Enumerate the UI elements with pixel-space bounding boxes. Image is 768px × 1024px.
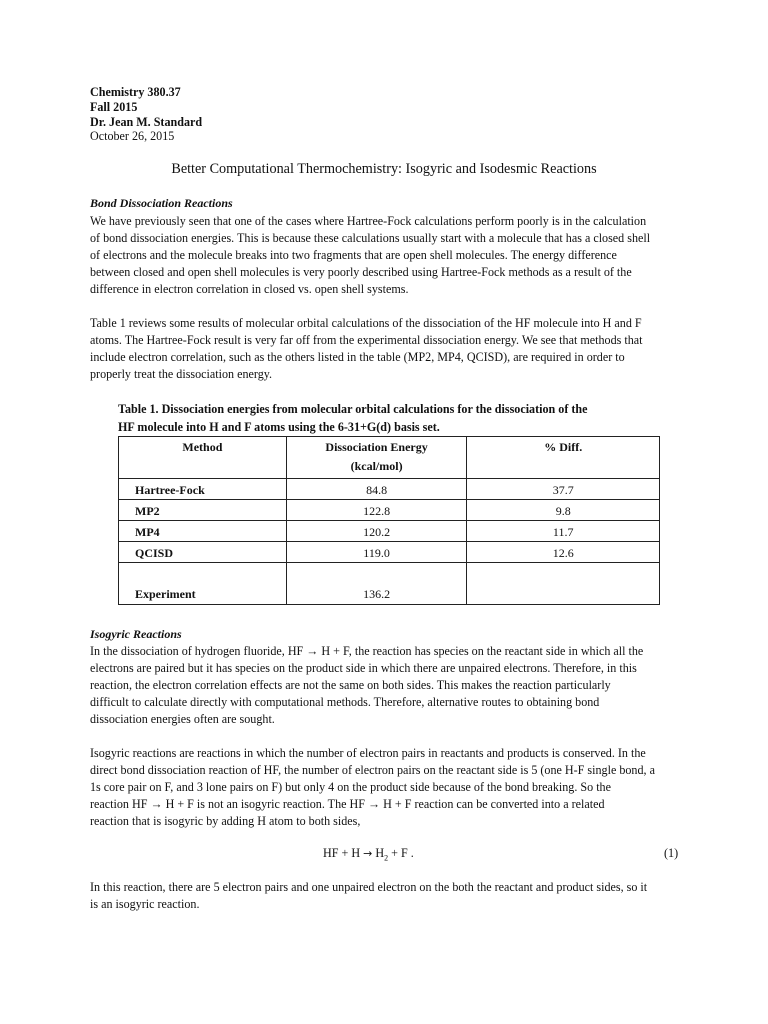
table-caption — [118, 401, 588, 436]
equation-number: (1) — [664, 846, 679, 860]
cell-energy: 122.8 — [286, 500, 467, 521]
cell-energy: 119.0 — [286, 542, 467, 563]
text-line: reaction, the electron correlation effects are not the same on both sides. This makes the reaction particularly — [90, 678, 611, 692]
text-line: electrons are paired but it has species on the product side in which there are unpaired electrons. Therefore, in this — [90, 661, 637, 675]
text-line: is an isogyric reaction. — [90, 897, 200, 911]
header-diff: % Diff. — [467, 437, 660, 479]
text-line: properly treat the dissociation energy. — [90, 367, 273, 381]
cell-energy: 136.2 — [286, 563, 467, 605]
course-name: Chemistry 380.37 — [90, 85, 181, 99]
text-line: of bond dissociation energies. This is because these calculations usually start with a molecule that has a closed shell — [90, 231, 651, 245]
text-line: between closed and open shell molecules is very poorly described using Hartree-Fock methods as a result of the — [90, 265, 632, 279]
text-line: reaction HF → H + F is not an isogyric reaction. The HF → H + F reaction can be converted into a related — [90, 797, 605, 811]
text-line: direct bond dissociation reaction of HF, the number of electron pairs on the reactant side is 5 (one H-F single bond, a — [90, 763, 655, 777]
cell-diff: 12.6 — [467, 542, 660, 563]
caption-line: HF molecule into H and F atoms using the 6-31+G(d) basis set. — [118, 419, 440, 434]
equation-rhs-rest: + F . — [388, 846, 414, 860]
table-row — [119, 542, 660, 563]
text-line: difficult to calculate directly with computational methods. Therefore, alternative routes to obtaining bond — [90, 695, 600, 709]
cell-method: Hartree-Fock — [119, 479, 287, 500]
paragraph-isogyric-definition — [90, 745, 690, 830]
cell-diff — [467, 563, 660, 605]
cell-diff: 37.7 — [467, 479, 660, 500]
cell-energy: 84.8 — [286, 479, 467, 500]
table-row — [119, 500, 660, 521]
text-line: Isogyric reactions are reactions in which the number of electron pairs in reactants and products is conserved. In the — [90, 746, 646, 760]
text-line: difference in electron correlation in closed vs. open shell systems. — [90, 282, 409, 296]
equation-1 — [323, 846, 414, 862]
cell-diff: 11.7 — [467, 521, 660, 542]
dissociation-energy-table — [118, 436, 660, 605]
section-heading-isogyric: Isogyric Reactions — [90, 627, 182, 641]
text-line: Table 1 reviews some results of molecular orbital calculations of the dissociation of the HF molecule into H and F — [90, 316, 642, 330]
document-title: Better Computational Thermochemistry: Isogyric and Isodesmic Reactions — [171, 161, 597, 177]
paragraph-isogyric-conclusion — [90, 879, 690, 913]
equation-lhs: HF + H — [323, 846, 361, 860]
paragraph-table-intro — [90, 315, 690, 383]
course-term: Fall 2015 — [90, 100, 138, 114]
cell-diff: 9.8 — [467, 500, 660, 521]
instructor-name: Dr. Jean M. Standard — [90, 115, 203, 129]
equation-rhs-h: H — [375, 846, 385, 860]
table-header-row — [119, 437, 660, 479]
cell-method: Experiment — [119, 563, 287, 605]
cell-method: QCISD — [119, 542, 287, 563]
cell-method: MP2 — [119, 500, 287, 521]
caption-line: Table 1. Dissociation energies from molecular orbital calculations for the dissociation of the — [118, 402, 588, 416]
text-line: of electrons and the molecule breaks into two fragments that are open shell molecules. The energy difference — [90, 248, 617, 262]
table-row-experiment — [119, 563, 660, 605]
text-line: We have previously seen that one of the cases where Hartree-Fock calculations perform poorly is in the calculation — [90, 214, 647, 228]
text-line: In the dissociation of hydrogen fluoride, HF → H + F, the reaction has species on the reactant side in which all the — [90, 644, 644, 658]
equation-rhs-subscript: 2 — [384, 853, 389, 863]
text-line: In this reaction, there are 5 electron pairs and one unpaired electron on the both the reactant and product sides, so it — [90, 880, 648, 894]
header-energy — [286, 437, 467, 479]
table-row — [119, 521, 660, 542]
cell-energy: 120.2 — [286, 521, 467, 542]
header-energy-line2: (kcal/mol) — [350, 459, 403, 473]
text-line: 1s core pair on F, and 3 lone pairs on F) but only 4 on the product side because of the bond breaking. So the — [90, 780, 611, 794]
paragraph-bond-dissociation — [90, 213, 690, 298]
document-date: October 26, 2015 — [90, 129, 175, 143]
header-method: Method — [119, 437, 287, 479]
reaction-arrow-icon: → — [363, 847, 373, 860]
text-line: reaction that is isogyric by adding H atom to both sides, — [90, 814, 361, 828]
paragraph-isogyric-intro — [90, 643, 690, 728]
text-line: dissociation energies often are sought. — [90, 712, 275, 726]
table-row — [119, 479, 660, 500]
header-energy-line1: Dissociation Energy — [325, 440, 428, 454]
section-heading-bond-dissociation: Bond Dissociation Reactions — [90, 196, 233, 210]
cell-method: MP4 — [119, 521, 287, 542]
text-line: include electron correlation, such as the others listed in the table (MP2, MP4, QCISD), are required in order to — [90, 350, 625, 364]
text-line: atoms. The Hartree-Fock result is very far off from the experimental dissociation energy. We see that methods that — [90, 333, 643, 347]
